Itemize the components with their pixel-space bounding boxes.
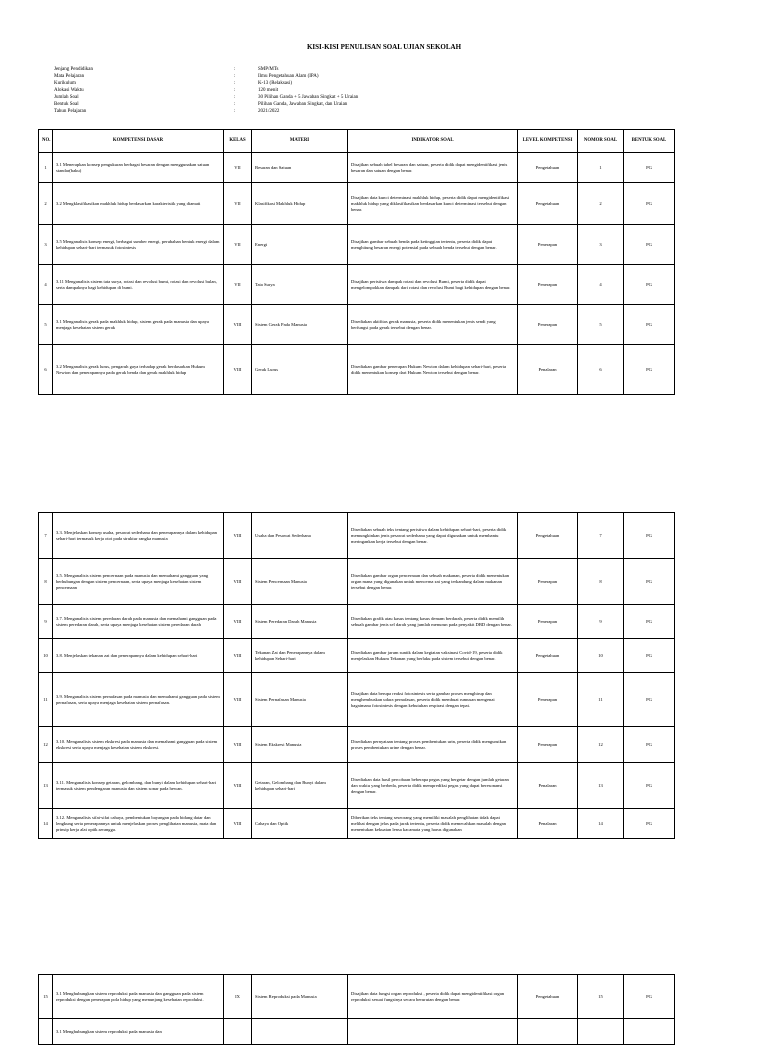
row-number: 12 bbox=[39, 727, 53, 763]
table-row bbox=[39, 559, 675, 605]
bentuk-soal-cell: PG bbox=[624, 673, 675, 727]
materi-cell: Sistem Peredaran Darah Manusia bbox=[252, 605, 348, 639]
row-number: 10 bbox=[39, 639, 53, 673]
level-kompetensi-cell: Penerapan bbox=[518, 265, 578, 305]
bentuk-soal-cell: PG bbox=[624, 809, 675, 839]
nomor-soal-cell: 10 bbox=[578, 639, 624, 673]
info-label: Alokasi Waktu bbox=[54, 88, 84, 93]
kompetensi-dasar-cell: 3.1 Menganalisis gerak pada makhluk hidup, sistem gerak pada manusia dan upaya menjaga kesehatan sistem gerak bbox=[53, 305, 224, 345]
kelas-cell: VII bbox=[224, 225, 252, 265]
kompetensi-dasar-cell: 3.3. Menjelaskan konsep usaha, pesawat sederhana dan penerapannya dalam kehidupan sehari-hari termasuk kerja otot pada struktur rangka manusia bbox=[53, 513, 224, 559]
row-number: 14 bbox=[39, 809, 53, 839]
row-number: 6 bbox=[39, 345, 53, 395]
nomor-soal-cell: 12 bbox=[578, 727, 624, 763]
table-row bbox=[39, 809, 675, 839]
row-number: 4 bbox=[39, 265, 53, 305]
info-label: Kurikulum bbox=[54, 81, 76, 86]
kompetensi-dasar-cell: 3.9. Menganalisis sistem pernafasan pada manusia dan memahami gangguan pada sistem pernafasan, serta upaya menjaga kesehatan sistem pernafasan. bbox=[53, 673, 224, 727]
kelas-cell: VIII bbox=[224, 809, 252, 839]
kompetensi-dasar-cell: 3.10. Menganalisis sistem ekskresi pada manusia dan memahami gangguan pada sistem ekskresi serta upaya menjaga kesehatan sistem ekskresi. bbox=[53, 727, 224, 763]
level-kompetensi-cell: Penerapan bbox=[518, 305, 578, 345]
materi-cell: Sistem Gerak Pada Manusia bbox=[252, 305, 348, 345]
kelas-cell: VIII bbox=[224, 345, 252, 395]
info-label: Mata Pelajaran bbox=[54, 74, 85, 79]
table-row bbox=[39, 975, 675, 1019]
info-label: Bentuk Soal bbox=[54, 102, 79, 107]
kelas-cell: VIII bbox=[224, 763, 252, 809]
row-number: 2 bbox=[39, 183, 53, 225]
kompetensi-dasar-cell: 3.2 Menganalisis gerak lurus, pengaruh gaya terhadap gerak berdasarkan Hukum Newton dan penerapannya pada gerak benda dan gerak makhluk hidup bbox=[53, 345, 224, 395]
bentuk-soal-cell: PG bbox=[624, 559, 675, 605]
info-row bbox=[54, 73, 654, 80]
indikator-soal-cell: Disediakan gambar organ pencernaan dan sebuah makanan, peserta didik menentukan organ mana yang digunakan untuk mencerna zat yang terkandung dalam makanan tersebut dengan benar. bbox=[348, 559, 518, 605]
nomor-soal-cell: 2 bbox=[578, 183, 624, 225]
info-label: Jumlah Soal bbox=[54, 95, 79, 100]
nomor-soal-cell: 7 bbox=[578, 513, 624, 559]
info-row bbox=[54, 66, 654, 73]
row-number: 7 bbox=[39, 513, 53, 559]
info-value: SMP/MTs bbox=[258, 67, 279, 72]
nomor-soal-cell: 11 bbox=[578, 673, 624, 727]
kisi-table-page-2 bbox=[38, 512, 675, 839]
kompetensi-dasar-cell: 3.1 Menghubungkan sistem reproduksi pada manusia dan gangguan pada sistem reproduksi dengan penerapan pola hidup yang menunjang kesehatan reproduksi. bbox=[53, 975, 224, 1019]
row-number: 15 bbox=[39, 975, 53, 1019]
nomor-soal-cell: 14 bbox=[578, 809, 624, 839]
materi-cell: Tata Surya bbox=[252, 265, 348, 305]
header-materi: MATERI bbox=[252, 130, 348, 153]
info-value: 30 Pilihan Ganda + 5 Jawaban Singkat + 5 Uraian bbox=[258, 95, 359, 100]
indikator-soal-cell: Disediakan aktifitas gerak manusia, peserta didik menentukan jenis sendi yang berfungsi pada gerak tersebut dengan benar. bbox=[348, 305, 518, 345]
bentuk-soal-cell: PG bbox=[624, 225, 675, 265]
nomor-soal-cell: 4 bbox=[578, 265, 624, 305]
kelas-cell: VIII bbox=[224, 673, 252, 727]
level-kompetensi-cell: Pengetahuan bbox=[518, 153, 578, 183]
header-kelas: KELAS bbox=[224, 130, 252, 153]
level-kompetensi-cell: Penalaran bbox=[518, 345, 578, 395]
nomor-soal-cell bbox=[578, 1019, 624, 1045]
header-indikator-soal: INDIKATOR SOAL bbox=[348, 130, 518, 153]
info-colon: : bbox=[234, 95, 236, 100]
table-row bbox=[39, 183, 675, 225]
materi-cell: Usaha dan Pesawat Sederhana bbox=[252, 513, 348, 559]
materi-cell: Cahaya dan Optik bbox=[252, 809, 348, 839]
row-number bbox=[39, 1019, 53, 1045]
nomor-soal-cell: 13 bbox=[578, 763, 624, 809]
table-row bbox=[39, 345, 675, 395]
bentuk-soal-cell: PG bbox=[624, 265, 675, 305]
indikator-soal-cell bbox=[348, 1019, 518, 1045]
table-row bbox=[39, 763, 675, 809]
info-colon: : bbox=[234, 81, 236, 86]
indikator-soal-cell: Disajikan peristiwa dampak rotasi dan revolusi Bumi, peserta didik dapat mengelompokkan dampak dari rotasi dan revolusi Bumi bagi kehidupan dengan benar. bbox=[348, 265, 518, 305]
table-row bbox=[39, 673, 675, 727]
kelas-cell: VIII bbox=[224, 727, 252, 763]
info-value: K-13 (Relaksasi) bbox=[258, 81, 293, 86]
table-row bbox=[39, 727, 675, 763]
nomor-soal-cell: 5 bbox=[578, 305, 624, 345]
indikator-soal-cell: Disediakan gambar jarum suntik dalam kegiatan vaksinasi Covid-19, peserta didik menjelaskan Hukum Tekanan yang berlaku pada sistem tersebut dengan benar. bbox=[348, 639, 518, 673]
materi-cell: Besaran dan Satuan bbox=[252, 153, 348, 183]
indikator-soal-cell: Disediakan data hasil percobaan beberapa pegas yang bergetar dengan jumlah getaran dan waktu yang berbeda, peserta didik memprediksi pegas yang dapat beresonansi dengan benar. bbox=[348, 763, 518, 809]
row-number: 3 bbox=[39, 225, 53, 265]
level-kompetensi-cell: Pengetahuan bbox=[518, 975, 578, 1019]
kompetensi-dasar-cell: 3.1 Menghubungkan sistem reproduksi pada manusia dan bbox=[53, 1019, 224, 1045]
level-kompetensi-cell: Pengetahuan bbox=[518, 513, 578, 559]
row-number: 8 bbox=[39, 559, 53, 605]
indikator-soal-cell: Disediakan sebuah teks tentang peristiwa dalam kehidupan sehari-hari, peserta didik memungkinkan jenis pesawat sederhana yang dapat digunakan untuk membantu meringankan kerja tersebut dengan benar. bbox=[348, 513, 518, 559]
materi-cell: Klasifikasi Makhluk Hidup bbox=[252, 183, 348, 225]
header-kompetensi-dasar: KOMPETENSI DASAR bbox=[53, 130, 224, 153]
document-title: KISI-KISI PENULISAN SOAL UJIAN SEKOLAH bbox=[306, 43, 462, 51]
table-row bbox=[39, 513, 675, 559]
kompetensi-dasar-cell: 3.5. Menganalisis sistem pencernaan pada manusia dan memahami gangguan yang berhubungan dengan sistem pencernaan, serta upaya menjaga kesehatan sistem pencernaan bbox=[53, 559, 224, 605]
info-value: Ilmu Pengetahuan Alam (IPA) bbox=[258, 74, 319, 79]
kompetensi-dasar-cell: 3.5 Menganalisis konsep energi, berbagai sumber energi, perubahan bentuk energi dalam kehidupan sehari-hari termasuk fotosintesis bbox=[53, 225, 224, 265]
bentuk-soal-cell: PG bbox=[624, 975, 675, 1019]
kelas-cell bbox=[224, 1019, 252, 1045]
kelas-cell: VIII bbox=[224, 639, 252, 673]
indikator-soal-cell: Disajikan data berupa reaksi fotosintesis serta gambar proses menghirup dan menghembuskan udara pernafasan, peserta didik membuat rumusan mengenai bagaimana fotosintesis dengan kebutuhan respirasi dengan tepat. bbox=[348, 673, 518, 727]
kompetensi-dasar-cell: 3.11 Menganalisis sistem tata surya, rotasi dan revolusi bumi, rotasi dan revolusi bulan, serta dampaknya bagi kehidupan di bumi. bbox=[53, 265, 224, 305]
table-row bbox=[39, 225, 675, 265]
nomor-soal-cell: 8 bbox=[578, 559, 624, 605]
indikator-soal-cell: Disediakan gambar penerapan Hukum Newton dalam kehidupan sehari-hari, peserta didik menentukan konsep dari Hukum Newton tersebut dengan benar. bbox=[348, 345, 518, 395]
materi-cell: Energi bbox=[252, 225, 348, 265]
kompetensi-dasar-cell: 3.2 Mengklasifikasikan makhluk hidup berdasarkan karakteristik yang diamati bbox=[53, 183, 224, 225]
info-colon: : bbox=[234, 74, 236, 79]
kompetensi-dasar-cell: 3.8. Menjelaskan tekanan zat dan penerapannya dalam kehidupan sehari-hari bbox=[53, 639, 224, 673]
kelas-cell: VII bbox=[224, 183, 252, 225]
info-colon: : bbox=[234, 67, 236, 72]
bentuk-soal-cell: PG bbox=[624, 763, 675, 809]
materi-cell: Gerak Lurus bbox=[252, 345, 348, 395]
level-kompetensi-cell: Penerapan bbox=[518, 727, 578, 763]
level-kompetensi-cell: Pengetahuan bbox=[518, 183, 578, 225]
materi-cell: Tekanan Zat dan Penerapannya dalam kehidupan Sehari-hari bbox=[252, 639, 348, 673]
kelas-cell: VIII bbox=[224, 513, 252, 559]
level-kompetensi-cell: Penalaran bbox=[518, 763, 578, 809]
level-kompetensi-cell: Pengetahuan bbox=[518, 639, 578, 673]
row-number: 9 bbox=[39, 605, 53, 639]
row-number: 13 bbox=[39, 763, 53, 809]
info-colon: : bbox=[234, 102, 236, 107]
header-no: NO. bbox=[39, 130, 53, 153]
indikator-soal-cell: Disajikan sebuah tabel besaran dan satuan, peserta didik dapat mengidentifikasi jenis besaran dan satuan dengan benar. bbox=[348, 153, 518, 183]
bentuk-soal-cell: PG bbox=[624, 183, 675, 225]
info-colon: : bbox=[234, 88, 236, 93]
bentuk-soal-cell: PG bbox=[624, 605, 675, 639]
header-nomor-soal: NOMOR SOAL bbox=[578, 130, 624, 153]
table-row bbox=[39, 605, 675, 639]
bentuk-soal-cell bbox=[624, 1019, 675, 1045]
level-kompetensi-cell bbox=[518, 1019, 578, 1045]
level-kompetensi-cell: Penerapan bbox=[518, 673, 578, 727]
row-number: 1 bbox=[39, 153, 53, 183]
info-row bbox=[54, 87, 654, 94]
header-level-kompetensi: LEVEL KOMPETENSI bbox=[518, 130, 578, 153]
kompetensi-dasar-cell: 3.7. Menganalisis sistem peredaran darah pada manusia dan memahami gangguan pada sistem peredaran darah, serta upaya menjaga kesehatan sistem peredaran darah bbox=[53, 605, 224, 639]
level-kompetensi-cell: Penerapan bbox=[518, 225, 578, 265]
kelas-cell: VII bbox=[224, 265, 252, 305]
table-row bbox=[39, 1019, 675, 1045]
nomor-soal-cell: 9 bbox=[578, 605, 624, 639]
indikator-soal-cell: Disajikan data kunci determinasi makhluk hidup, peserta didik dapat mengidentifikasi makhluk hidup yang diklasifikasikan berdasarkan kunci determinasi tersebut dengan benar. bbox=[348, 183, 518, 225]
materi-cell: Sistem Pernafasan Manusia bbox=[252, 673, 348, 727]
level-kompetensi-cell: Penalaran bbox=[518, 809, 578, 839]
table-row bbox=[39, 265, 675, 305]
materi-cell: Sistem Ekskresi Manusia bbox=[252, 727, 348, 763]
info-label: Tahun Pelajaran bbox=[54, 109, 87, 114]
kompetensi-dasar-cell: 3.12. Menganalisis sifat-sifat cahaya, pembentukan bayangan pada bidang datar dan lengkung serta penerapannya untuk menjelaskan proses penglihatan manusia, mata dan prinsip kerja alat optik.serangga. bbox=[53, 809, 224, 839]
indikator-soal-cell: Disajikan gambar sebuah benda pada ketinggian tertentu, peserta didik dapat menghitung besaran energi potensial pada sebuah benda tersebut dengan benar. bbox=[348, 225, 518, 265]
table-row bbox=[39, 153, 675, 183]
bentuk-soal-cell: PG bbox=[624, 153, 675, 183]
table-row bbox=[39, 639, 675, 673]
nomor-soal-cell: 6 bbox=[578, 345, 624, 395]
materi-cell bbox=[252, 1019, 348, 1045]
bentuk-soal-cell: PG bbox=[624, 727, 675, 763]
indikator-soal-cell: Disediakan pernyataan tentang proses pembentukan urin, peserta didik mengurutkan proses pembentukan urine dengan benar. bbox=[348, 727, 518, 763]
info-colon: : bbox=[234, 109, 236, 114]
indikator-soal-cell: Disajikan data fungsi organ reproduksi , peserta didik dapat mengidentifikasi organ reproduksi sesuai fungsinya secara berurutan dengan benar. bbox=[348, 975, 518, 1019]
bentuk-soal-cell: PG bbox=[624, 639, 675, 673]
indikator-soal-cell: Diberikan teks tentang seseorang yang memiliki masalah penglihatan tidak dapat melihat dengan jelas pada jarak tertentu, peserta didik memecahkan masalah dengan menentukan kekuatan lensa kacamata yang harus digunakan bbox=[348, 809, 518, 839]
bentuk-soal-cell: PG bbox=[624, 305, 675, 345]
info-row bbox=[54, 80, 654, 87]
info-row bbox=[54, 108, 654, 115]
row-number: 5 bbox=[39, 305, 53, 345]
info-label: Jenjang Pendidikan bbox=[54, 67, 94, 72]
kelas-cell: VIII bbox=[224, 559, 252, 605]
kompetensi-dasar-cell: 3.1 Menerapkan konsep pengukuran berbagai besaran dengan menggunakan satuan standar(baku) bbox=[53, 153, 224, 183]
kisi-table-page-3 bbox=[38, 974, 675, 1045]
nomor-soal-cell: 1 bbox=[578, 153, 624, 183]
info-value: 2021/2022 bbox=[258, 109, 280, 114]
kelas-cell: VIII bbox=[224, 305, 252, 345]
level-kompetensi-cell: Penerapan bbox=[518, 605, 578, 639]
kisi-table-page-1 bbox=[38, 129, 675, 395]
nomor-soal-cell: 3 bbox=[578, 225, 624, 265]
kelas-cell: VII bbox=[224, 153, 252, 183]
kelas-cell: VIII bbox=[224, 605, 252, 639]
info-value: Pilihan Ganda, Jawaban Singkat, dan Uraian bbox=[258, 102, 348, 107]
materi-cell: Sistem Pencernaan Manusia bbox=[252, 559, 348, 605]
header-bentuk-soal: BENTUK SOAL bbox=[624, 130, 675, 153]
kelas-cell: IX bbox=[224, 975, 252, 1019]
materi-cell: Sistem Reproduksi pada Manusia bbox=[252, 975, 348, 1019]
level-kompetensi-cell: Penerapan bbox=[518, 559, 578, 605]
kompetensi-dasar-cell: 3.11. Menganalisis konsep getaran, gelombang, dan bunyi dalam kehidupan sehari-hari termasuk sistem pendengaran manusia dan sistem sonar pada hewan. bbox=[53, 763, 224, 809]
indikator-soal-cell: Disediakan grafik atau kasus tentang kasus demam berdarah, peserta didik memilih sebuah gambar jenis sel darah yang jumlah menurun pada penyakit DBD dengan benar. bbox=[348, 605, 518, 639]
info-block bbox=[54, 66, 654, 115]
materi-cell: Getaran, Gelombang dan Bunyi dalam kehidupan sehari-hari bbox=[252, 763, 348, 809]
bentuk-soal-cell: PG bbox=[624, 513, 675, 559]
bentuk-soal-cell: PG bbox=[624, 345, 675, 395]
info-row bbox=[54, 101, 654, 108]
nomor-soal-cell: 15 bbox=[578, 975, 624, 1019]
info-row bbox=[54, 94, 654, 101]
row-number: 11 bbox=[39, 673, 53, 727]
table-row bbox=[39, 305, 675, 345]
info-value: 120 menit bbox=[258, 88, 279, 93]
